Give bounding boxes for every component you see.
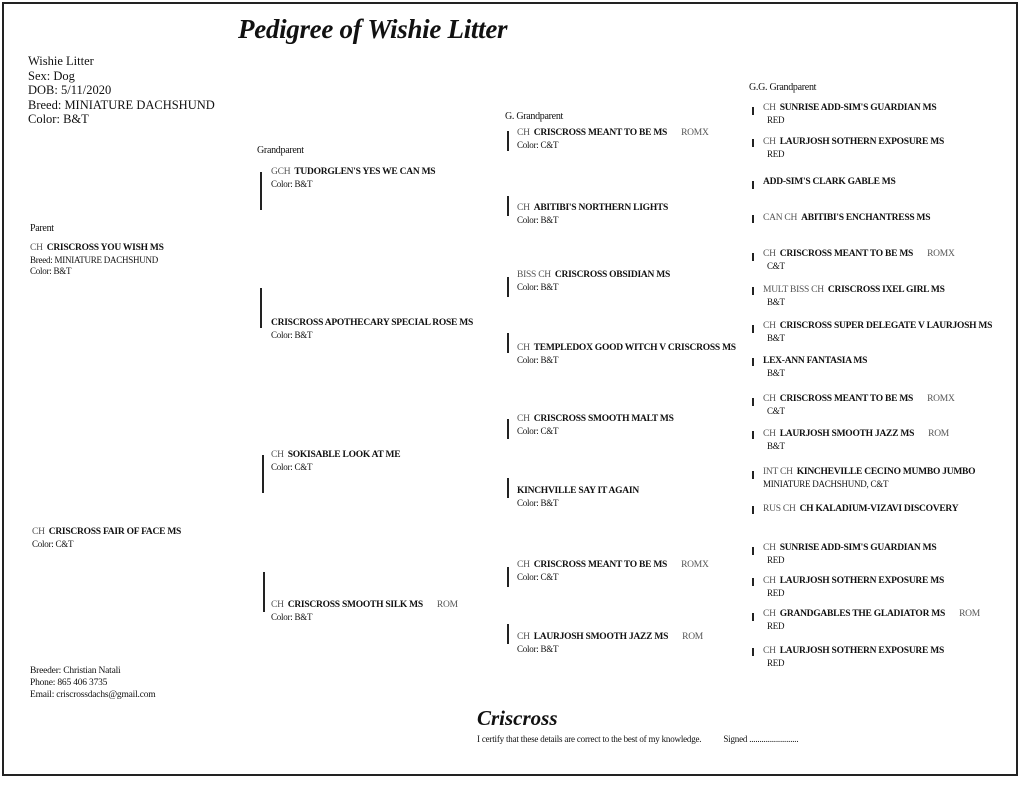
breeder-email: Email: criscrossdachs@gmail.com — [30, 690, 156, 700]
gg-grandparent-entry — [763, 356, 867, 379]
dog-name: LAURJOSH SOTHERN EXPOSURE MS — [779, 137, 944, 147]
dog-name-line — [763, 609, 980, 621]
parent-header: Parent — [30, 223, 54, 234]
title-suffix: ROM — [436, 600, 458, 610]
dog-color: Color: B&T — [517, 497, 559, 508]
gg-grandparent-entry — [763, 249, 955, 272]
bracket-line — [263, 572, 265, 612]
bracket-line — [262, 455, 264, 493]
bracket-tick-down — [752, 547, 754, 555]
dog-name: Wishie Litter — [28, 54, 94, 68]
bracket-line — [507, 131, 509, 151]
gg-grandparent-entry — [763, 543, 936, 566]
dog-color: B&T — [767, 440, 785, 451]
bracket-tick-down — [752, 471, 754, 479]
kennel-title: CH — [763, 137, 776, 147]
dog-name-line — [271, 167, 435, 179]
dog-color: RED — [767, 148, 785, 159]
dog-name-line — [763, 213, 930, 225]
kennel-title: CH — [517, 128, 530, 138]
bracket-tick-up — [752, 215, 754, 223]
dog-name: ABITIBI'S NORTHERN LIGHTS — [533, 203, 669, 213]
dog-name: LAURJOSH SMOOTH JAZZ MS — [779, 429, 915, 439]
grandparent-entry — [271, 318, 473, 341]
gg-grandparent-entry — [763, 504, 958, 516]
dog-name: CRISCROSS SMOOTH MALT MS — [533, 414, 674, 424]
kennel-title: CH — [517, 632, 530, 642]
bracket-line — [260, 288, 262, 328]
bracket-tick-down — [752, 107, 754, 115]
gg-grandparent-entry — [763, 103, 936, 126]
kennel-title: CH — [271, 600, 284, 610]
dog-name: KINCHEVILLE CECINO MUMBO JUMBO — [796, 467, 976, 477]
dog-color: Color: B&T — [271, 611, 313, 622]
g-grandparent-entry — [517, 486, 639, 509]
dog-color: RED — [767, 620, 785, 631]
dog-name-line — [517, 486, 639, 498]
bracket-line — [507, 277, 509, 297]
g-grandparent-entry — [517, 128, 709, 151]
g-grandparent-header: G. Grandparent — [505, 111, 563, 122]
bracket-tick-down — [752, 181, 754, 189]
dog-name: CRISCROSS SMOOTH SILK MS — [287, 600, 423, 610]
gg-grandparent-entry — [763, 467, 975, 490]
dog-name: TUDORGLEN'S YES WE CAN MS — [294, 167, 436, 177]
dog-color: C&T — [767, 405, 785, 416]
signature-line: Signed ........................ — [723, 734, 799, 744]
dog-name: LAURJOSH SMOOTH JAZZ MS — [533, 632, 669, 642]
dog-name: GRANDGABLES THE GLADIATOR MS — [779, 609, 946, 619]
dog-color: Color: B&T — [517, 281, 559, 292]
dog-color: Color: C&T — [517, 139, 559, 150]
parent-dam — [32, 527, 181, 550]
dog-name: CRISCROSS MEANT TO BE MS — [779, 249, 914, 259]
gg-grandparent-entry — [763, 321, 992, 344]
dog-name-line — [271, 450, 400, 462]
kennel-title: CH — [517, 414, 530, 424]
dog-color: Color: C&T — [32, 538, 74, 549]
dog-color: Color: C&T — [271, 461, 313, 472]
bracket-tick-up — [752, 287, 754, 295]
bracket-tick-up — [752, 648, 754, 656]
dog-name-line — [517, 560, 709, 572]
dog-name-line — [271, 318, 473, 330]
dog-color: MINIATURE DACHSHUND, C&T — [763, 478, 889, 489]
kennel-title: CH — [517, 560, 530, 570]
gg-grandparent-entry — [763, 177, 896, 189]
gg-grandparent-entry — [763, 137, 944, 160]
gg-grandparent-entry — [763, 394, 955, 417]
dog-color: B&T — [767, 296, 785, 307]
dog-name-line — [763, 646, 944, 658]
dog-name: TEMPLEDOX GOOD WITCH V CRISCROSS MS — [533, 343, 736, 353]
bracket-tick-up — [752, 431, 754, 439]
dog-name: CRISCROSS FAIR OF FACE MS — [48, 527, 182, 537]
kennel-title: CH — [32, 527, 45, 537]
dog-name: CRISCROSS MEANT TO BE MS — [779, 394, 914, 404]
dog-name-line — [517, 414, 674, 426]
dog-sex: Sex: Dog — [28, 68, 75, 83]
gg-grandparent-entry — [763, 429, 949, 452]
dog-name-line — [763, 103, 936, 115]
dog-name: ADD-SIM'S CLARK GABLE MS — [763, 177, 896, 187]
title-suffix: ROM — [928, 429, 950, 439]
dog-name: KINCHVILLE SAY IT AGAIN — [517, 486, 639, 496]
kennel-title: CH — [763, 249, 776, 259]
dog-name: SUNRISE ADD-SIM'S GUARDIAN MS — [779, 103, 937, 113]
title-suffix: ROM — [682, 632, 704, 642]
dog-name-line — [763, 576, 944, 588]
dog-name: CRISCROSS OBSIDIAN MS — [554, 270, 671, 280]
dog-name-line — [763, 467, 975, 479]
dog-color: Color: C&T — [517, 425, 559, 436]
dog-name-line — [763, 394, 955, 406]
gg-grandparent-header: G.G. Grandparent — [749, 82, 817, 93]
grandparent-header: Grandparent — [257, 145, 304, 156]
breeder-phone: Phone: 865 406 3735 — [30, 678, 108, 688]
dog-color: RED — [767, 587, 785, 598]
bracket-line — [507, 333, 509, 353]
parent-sire — [30, 243, 164, 278]
dog-name-line — [763, 356, 867, 368]
dog-name-line — [517, 632, 703, 644]
kennel-title: CH — [517, 343, 530, 353]
bracket-line — [507, 624, 509, 644]
g-grandparent-entry — [517, 632, 703, 655]
bracket-tick-down — [752, 325, 754, 333]
bracket-line — [507, 478, 509, 498]
bracket-tick-up — [752, 506, 754, 514]
dog-name: LAURJOSH SOTHERN EXPOSURE MS — [779, 576, 944, 586]
title-suffix: ROMX — [927, 394, 955, 404]
bracket-tick-down — [752, 253, 754, 261]
grandparent-entry — [271, 167, 435, 190]
kennel-title: CH — [271, 450, 284, 460]
certification-line — [477, 734, 798, 744]
dog-dob: DOB: 5/11/2020 — [28, 83, 112, 97]
dog-name-line — [763, 504, 958, 516]
kennel-name: Criscross — [477, 706, 558, 730]
kennel-title: BISS CH — [517, 270, 551, 280]
g-grandparent-entry — [517, 414, 674, 437]
bracket-line — [507, 196, 509, 216]
gg-grandparent-entry — [763, 285, 945, 308]
dog-name-line — [517, 343, 736, 355]
dog-name-line — [763, 543, 936, 555]
dog-name-line — [32, 527, 181, 539]
kennel-title: INT CH — [763, 467, 793, 477]
dog-color: Color: B&T — [271, 329, 313, 340]
gg-grandparent-entry — [763, 576, 944, 599]
dog-name-line — [763, 249, 955, 261]
dog-name: CRISCROSS YOU WISH MS — [46, 243, 164, 253]
gg-grandparent-entry — [763, 213, 930, 225]
g-grandparent-entry — [517, 343, 736, 366]
g-grandparent-entry — [517, 203, 668, 226]
dog-color: Color: B&T — [28, 112, 89, 126]
bracket-line — [507, 567, 509, 587]
grandparent-entry — [271, 600, 458, 623]
kennel-title: CH — [517, 203, 530, 213]
bracket-tick-up — [752, 578, 754, 586]
kennel-title: GCH — [271, 167, 291, 177]
dog-name-line — [30, 243, 164, 255]
dog-name-line — [763, 429, 949, 441]
kennel-title: CH — [763, 576, 776, 586]
kennel-title: CAN CH — [763, 213, 798, 223]
bracket-tick-down — [752, 613, 754, 621]
bracket-line — [507, 419, 509, 439]
gg-grandparent-entry — [763, 646, 944, 669]
title-suffix: ROMX — [927, 249, 955, 259]
g-grandparent-entry — [517, 560, 709, 583]
dog-color: Color: B&T — [517, 354, 559, 365]
pedigree-title: Pedigree of Wishie Litter — [238, 14, 508, 44]
dog-name: SUNRISE ADD-SIM'S GUARDIAN MS — [779, 543, 937, 553]
dog-name-line — [763, 177, 896, 189]
dog-name-line — [517, 270, 670, 282]
dog-color: RED — [767, 657, 785, 668]
dog-name: CRISCROSS APOTHECARY SPECIAL ROSE MS — [271, 318, 473, 328]
dog-name: CRISCROSS SUPER DELEGATE V LAURJOSH MS — [779, 321, 993, 331]
dog-color: Color: C&T — [517, 571, 559, 582]
kennel-title: MULT BISS CH — [763, 285, 824, 295]
kennel-title: CH — [763, 103, 776, 113]
dog-color: C&T — [767, 260, 785, 271]
dog-name: ABITIBI'S ENCHANTRESS MS — [801, 213, 931, 223]
kennel-title: RUS CH — [763, 504, 796, 514]
dog-name-line — [517, 128, 709, 140]
dog-breed: Breed: MINIATURE DACHSHUND — [28, 97, 215, 112]
dog-breed: Breed: MINIATURE DACHSHUND — [30, 254, 158, 265]
breeder-name: Breeder: Christian Natali — [30, 666, 121, 676]
dog-name: CRISCROSS MEANT TO BE MS — [533, 560, 668, 570]
bracket-tick-up — [752, 139, 754, 147]
title-suffix: ROM — [959, 609, 980, 619]
dog-color: Color: B&T — [517, 214, 559, 225]
bracket-tick-up — [752, 358, 754, 366]
kennel-title: CH — [763, 646, 776, 656]
kennel-title: CH — [763, 429, 776, 439]
gg-grandparent-entry — [763, 609, 980, 632]
dog-color: B&T — [767, 332, 785, 343]
dog-color: B&T — [767, 367, 785, 378]
dog-color: Color: B&T — [30, 266, 72, 276]
kennel-title: CH — [763, 609, 776, 619]
bracket-tick-down — [752, 398, 754, 406]
grandparent-entry — [271, 450, 400, 473]
dog-color: RED — [767, 114, 785, 125]
dog-name-line — [763, 321, 992, 333]
dog-name-line — [517, 203, 668, 215]
dog-name: CH KALADIUM-VIZAVI DISCOVERY — [799, 504, 959, 514]
dog-color: Color: B&T — [271, 178, 313, 189]
dog-name: CRISCROSS IXEL GIRL MS — [827, 285, 945, 295]
dog-color: RED — [767, 554, 785, 565]
dog-name-line — [763, 137, 944, 149]
g-grandparent-entry — [517, 270, 670, 293]
dog-name: CRISCROSS MEANT TO BE MS — [533, 128, 668, 138]
kennel-title: CH — [763, 321, 776, 331]
title-suffix: ROMX — [681, 560, 709, 570]
kennel-title: CH — [30, 243, 43, 253]
dog-name: LAURJOSH SOTHERN EXPOSURE MS — [779, 646, 944, 656]
kennel-title: CH — [763, 543, 776, 553]
breeder-info — [30, 665, 156, 701]
title-suffix: ROMX — [681, 128, 709, 138]
kennel-title: CH — [763, 394, 776, 404]
dog-color: Color: B&T — [517, 643, 559, 654]
bracket-line — [260, 172, 262, 210]
subject-dog-info — [28, 54, 215, 127]
dog-name-line — [271, 600, 458, 612]
dog-name: LEX-ANN FANTASIA MS — [763, 356, 868, 366]
certify-text: I certify that these details are correct to the best of my knowledge. — [477, 734, 702, 744]
dog-name-line — [763, 285, 945, 297]
dog-name: SOKISABLE LOOK AT ME — [287, 450, 401, 460]
